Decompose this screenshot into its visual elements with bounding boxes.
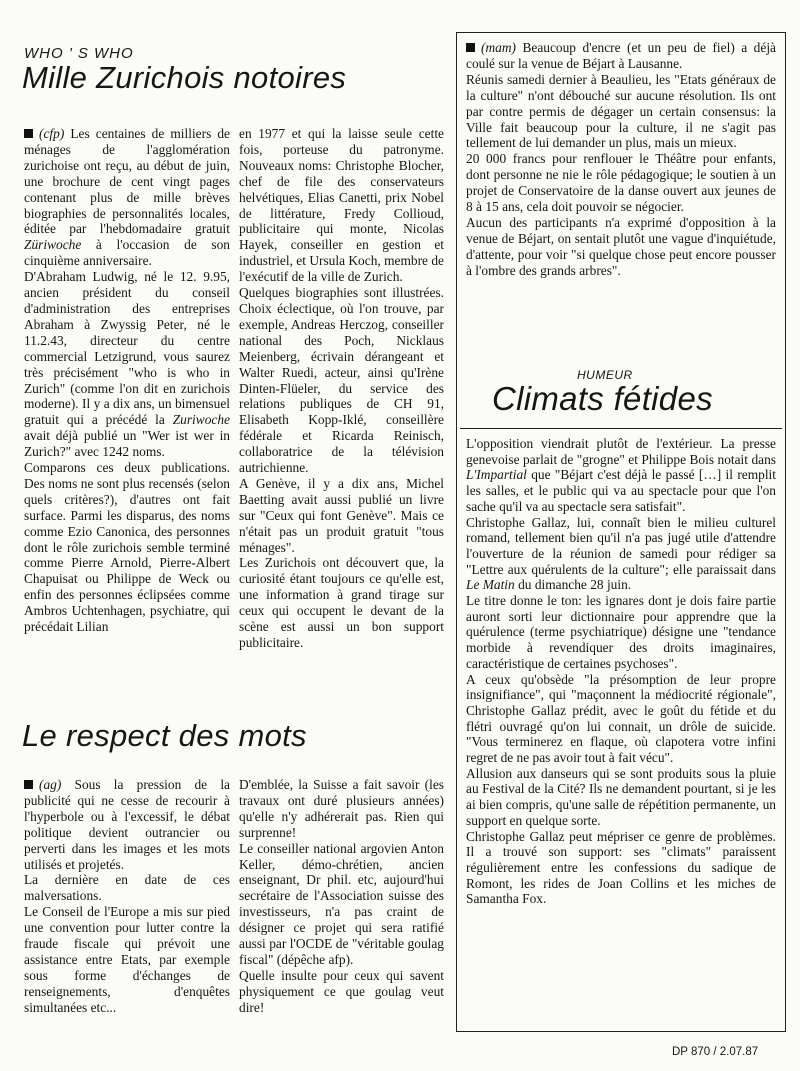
paragraph-text: avait déjà publié un "Wer ist wer in Zurich?" avec 1242 noms. (24, 428, 230, 460)
publication-name: Zuriwoche (172, 412, 230, 428)
paragraph-text: Le Conseil de l'Europe a mis sur pied une convention pour lutter contre la fraude fiscale qui prévoit une assistance entre Etats, par exemple sous forme d'échanges de renseignements, d'enquêtes simultanées etc... (24, 904, 230, 1015)
paragraph-text: 20 000 francs pour renflouer le Théâtre pour enfants, dont personne ne nie le rôle pédagogique; le soutien à un projet de Conservatoire de la danse ouvert aux jeunes de 8 à 15 ans, cela doit pouvoir se négocier. (466, 151, 776, 215)
paragraph (239, 126, 444, 285)
paragraph-text: D'Abraham Ludwig, né le 12. 9.95, ancien président du conseil d'administration des entreprises Abraham à Zwyssig Peter, né le 11.2.43, directeur du centre commercial Letzigrund, vous saurez très précisément "who is who in Zurich" (comme l'on dit en zurichois moderne). Il y a dix ans, un bimensuel gratuit qui a précédé la (24, 269, 230, 428)
climats-headline: Climats fétides (492, 380, 713, 417)
author-initials: (mam) (481, 40, 516, 55)
paragraph (239, 555, 444, 650)
paragraph (24, 269, 230, 460)
zurich-kicker: WHO ' S WHO (24, 45, 134, 62)
paragraph (466, 72, 776, 152)
paragraph-text: Allusion aux danseurs qui se sont produits sous la pluie au Festival de la Cité? Ils ne demandent pourtant, si je les ai bien compris, qu'une salle de répétition permanente, un support en quelque sorte. (466, 765, 776, 828)
author-initials: (ag) (39, 777, 62, 792)
publication-name: Le Matin (466, 577, 515, 593)
paragraph (466, 151, 776, 215)
climats-kicker: HUMEUR (577, 368, 633, 382)
bullet-square-icon (466, 43, 475, 52)
paragraph (466, 515, 776, 594)
paragraph-text: Christophe Gallaz, lui, connaît bien le milieu culturel romand, tellement bien qu'il n'a pas jugé utile d'attendre l'ouverture de la réunion de samedi pour rédiger sa "Lettre aux quérulents de la culture"; elle paraissait dans (466, 514, 776, 577)
paragraph-text: D'emblée, la Suisse a fait savoir (les travaux ont duré plusieurs années) qu'elle n'y adhérerait pas. Rien qui surprenne! (239, 777, 444, 840)
paragraph (466, 436, 776, 515)
paragraph (239, 841, 444, 968)
paragraph (466, 215, 776, 279)
paragraph (24, 904, 230, 1015)
paragraph-text: Aucun des participants n'a exprimé d'opposition à la venue de Béjart, on sentait plutôt une vague d'inquiétude, d'attente, pour voir "si quelque chose peut encore pousser à l'ombre des grands arbres". (466, 214, 776, 278)
paragraph (239, 476, 444, 556)
paragraph-text: L'opposition viendrait plutôt de l'extérieur. La presse genevoise parlait de "grogne" et Philippe Bois notait dans (466, 436, 776, 467)
lead-paragraph (466, 40, 776, 72)
lead-paragraph (24, 777, 230, 872)
paragraph (24, 460, 230, 635)
paragraph-text: Quelle insulte pour ceux qui savent physiquement ce que goulag veut dire! (239, 967, 444, 1015)
paragraph (466, 672, 776, 766)
paragraph-text: du dimanche 28 juin. (514, 577, 632, 593)
author-initials: (cfp) (39, 126, 65, 141)
respect-headline: Le respect des mots (22, 718, 307, 753)
paragraph-text: Beaucoup d'encre (et un peu de fiel) a déjà coulé sur la venue de Béjart à Lausanne. (466, 40, 776, 71)
paragraph (239, 285, 444, 476)
paragraph-text: Comparons ces deux publications. Des noms ne sont plus recensés (selon quels critères?), d'autres ont fait surface. Parmi les disparus, des noms comme Ezio Canonica, des personnes dont le rôle zurichois semble terminé comme Pierre Arnold, Pierre-Albert Chapuisat ou Philippe de Weck ou enfin des personnes éclipsées comme Ambros Uchtenhagen, psychiatre, qui précédait Lilian (24, 460, 230, 635)
paragraph-text: Le titre donne le ton: les ignares dont je dois faire partie auront sorti leur dictionnaire pour apprendre que la quérulence (terme psychiatrique) désigne une "tendance morbide à revendiquer des droits imaginaires, caractéristique de certaines psychoses". (466, 593, 776, 671)
paragraph (239, 968, 444, 1016)
paragraph-text: A Genève, il y a dix ans, Michel Baetting avait aussi publié un livre sur "Ceux qui font Genève". Mais ce n'était pas un produit gratuit "tous ménages". (239, 475, 444, 555)
bejart-column (466, 40, 776, 279)
paragraph-text: Les centaines de milliers de ménages de l'agglomération zurichoise ont reçu, au début de juin, une brochure de cent vingt pages contenant plus de mille brèves biographies de personnalités locales, éditée par l'hebdomadaire gratuit (24, 126, 230, 237)
climats-divider (460, 428, 782, 429)
respect-column-1 (24, 777, 230, 1016)
paragraph-text: que "Béjart c'est déjà le passé […] il remplit les salles, et le public qui va au spectacle pour que l'on sache qu'il va au spectacle sera satisfait". (466, 467, 776, 514)
paragraph (466, 593, 776, 672)
respect-column-2 (239, 777, 444, 1016)
paragraph-text: Quelques biographies sont illustrées. Choix éclectique, où l'on trouve, par exemple, Andreas Herczog, conseiller national des Poch, Nicklaus Meienberg, écrivain dérangeant et Walter Ruedi, acteur, ainsi qu'Irène Dinten-Flüeler, du service des relations publiques de CH 91, Elisabeth Kopp-Iklé, conseillère fédérale et Ricarda Reinisch, collaboratrice de la télévision autrichienne. (239, 285, 444, 476)
paragraph (466, 766, 776, 829)
paragraph (239, 777, 444, 841)
publication-name: L'Impartial (466, 467, 527, 483)
paragraph-text: A ceux qu'obsède "la présomption de leur propre insignifiance", qui "maçonnent la médiocrité régionale", Christophe Gallaz prédit, avec le goût du fétide et du flétri ouvragé qu'on lui connait, un drôle de suicide. "Vous terminerez en flaque, où clapotera votre infini regret de ne pas avoir tout à fait vécu". (466, 671, 776, 766)
page-reference: DP 870 / 2.07.87 (672, 1046, 759, 1058)
bullet-square-icon (24, 129, 33, 138)
climats-column (466, 436, 776, 907)
zurich-headline: Mille Zurichois notoires (22, 60, 347, 95)
paragraph-text: à l'occasion de son cinquième anniversaire. (24, 237, 230, 269)
paragraph-text: Sous la pression de la publicité qui ne cesse de recourir à l'hyperbole ou à l'excessif, le débat politique devient outrancier ou perverti dans les images et les mots utilisés et projetés. (24, 777, 230, 872)
paragraph-text: Les Zurichois ont découvert que, la curiosité étant toujours ce qu'elle est, une information à grand tirage sur ceux qui occupent le devant de la scène est aussi un bon support publicitaire. (239, 555, 444, 650)
paragraph (466, 829, 776, 908)
lead-paragraph (24, 126, 230, 269)
publication-name: Züriwoche (24, 237, 82, 253)
paragraph-text: La dernière en date de ces malversations. (24, 872, 230, 904)
paragraph-text: Réunis samedi dernier à Beaulieu, les "Etats généraux de la culture" n'ont débouché sur aucune résolution. Ils ont par contre permis de dégager un certain consensus: la Ville fait beaucoup pour la culture, il ne s'agit pas tellement de lui demander un plus, mais un mieux. (466, 71, 776, 151)
bullet-square-icon (24, 780, 33, 789)
zurich-column-1 (24, 126, 230, 635)
paragraph-text: Le conseiller national argovien Anton Keller, démo-chrétien, ancien enseignant, Dr phil. etc, aujourd'hui secrétaire de l'Association suisse des investisseurs, n'a pas craint de désigner ce projet qui sera ratifié aussi par l'OCDE de "véritable goulag fiscal" (dépêche afp). (239, 840, 444, 967)
zurich-column-2 (239, 126, 444, 651)
paragraph-text: en 1977 et qui la laisse seule cette fois, porteuse du patronyme. Nouveaux noms: Christophe Blocher, chef de file des conservateurs helvétiques, Elias Canetti, prix Nobel de littérature, Fredy Collioud, publicitaire qui monte, Nicolas Hayek, conseiller en gestion et industriel, et Ursula Koch, membre de l'exécutif de la ville de Zurich. (239, 126, 444, 285)
paragraph (24, 872, 230, 904)
paragraph-text: Christophe Gallaz peut mépriser ce genre de problèmes. Il a trouvé son support: ses "climats" paraissent régulièrement entre les confessions du sadique de Romont, les rides de Joan Collins et les miches de Samantha Fox. (466, 828, 776, 907)
